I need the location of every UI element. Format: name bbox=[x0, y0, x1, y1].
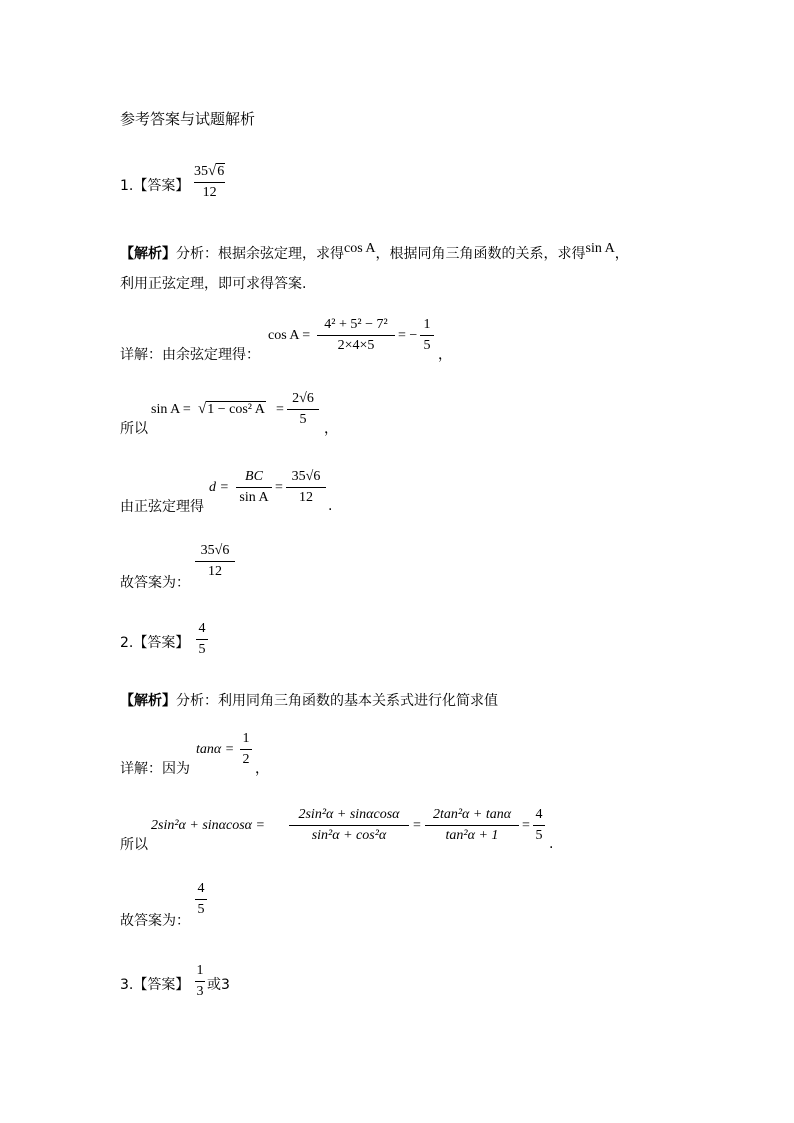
q1-eq2-fraction: 2√6 5 bbox=[287, 390, 319, 429]
q1-eq3-fraction: BC sin A bbox=[236, 468, 272, 507]
q1-eq1-end: ， bbox=[438, 347, 452, 363]
q3-answer-tail: 或3 bbox=[207, 977, 230, 993]
q1-answer-label: 1.【答案】 bbox=[120, 178, 190, 194]
q2-eq-lhs: 2sin²α + sinαcosα = bbox=[151, 818, 265, 833]
q1-eq1-fraction: 4² + 5² − 7² 2×4×5 bbox=[317, 316, 395, 355]
q1-final-fraction: 35√6 12 bbox=[195, 542, 235, 581]
q1-eq1-mid: = − bbox=[398, 328, 418, 343]
q3-answer-fraction: 1 3 bbox=[196, 963, 204, 999]
q1-eq2-root: √1 − cos² A bbox=[198, 401, 265, 417]
q1-eq2-lhs: sin A = bbox=[151, 402, 191, 417]
q2-detail-prefix: 详解：因为 bbox=[120, 761, 190, 777]
q1-conclude: 故答案为： bbox=[120, 575, 190, 591]
q1-eq1-lhs: cos A = bbox=[268, 328, 311, 343]
q1-analysis-line: 【解析】分析：根据余弦定理，求得cos A，根据同角三角函数的关系，求得sin A， bbox=[120, 241, 629, 262]
q3-answer-label: 3.【答案】 bbox=[120, 977, 190, 993]
q1-eq3-result: 35√6 12 bbox=[286, 468, 326, 507]
q2-tan-lhs: tanα = bbox=[196, 742, 235, 757]
q2-answer-label: 2.【答案】 bbox=[120, 635, 190, 651]
q2-fraction-1: 2sin²α + sinαcosα sin²α + cos²α bbox=[289, 806, 409, 845]
q1-detail-prefix: 详解：由余弦定理得： bbox=[120, 347, 260, 363]
q1-eq2-end: ， bbox=[324, 421, 338, 437]
q1-so-prefix: 所以 bbox=[120, 421, 148, 437]
q1-eq3-end: . bbox=[328, 498, 333, 514]
q2-conclude: 故答案为： bbox=[120, 913, 190, 929]
q2-answer-fraction: 4 5 bbox=[196, 620, 208, 659]
q2-eq-mid: = bbox=[413, 818, 421, 833]
q2-tan-end: ， bbox=[255, 761, 269, 777]
q1-answer-fraction: 35√6 12 bbox=[194, 163, 225, 200]
q2-fraction-3: 4 5 bbox=[533, 806, 545, 845]
q2-eq-end: . bbox=[549, 836, 554, 852]
q1-eq3-eq: = bbox=[275, 480, 283, 495]
q1-sine-prefix: 由正弦定理得 bbox=[120, 499, 204, 515]
q2-eq-mid2: = bbox=[522, 818, 530, 833]
q1-eq2-eq: = bbox=[276, 402, 284, 417]
q1-eq1-result: 1 5 bbox=[420, 316, 434, 355]
q2-tan-fraction: 1 2 bbox=[240, 730, 252, 769]
q2-fraction-2: 2tan²α + tanα tan²α + 1 bbox=[425, 806, 519, 845]
q2-so-prefix: 所以 bbox=[120, 837, 148, 853]
q2-analysis-line: 【解析】分析：利用同角三角函数的基本关系式进行化简求值 bbox=[120, 693, 498, 709]
page-title: 参考答案与试题解析 bbox=[120, 110, 256, 128]
q2-final-fraction: 4 5 bbox=[195, 880, 207, 919]
q1-eq3-lhs: d = bbox=[209, 480, 229, 495]
q1-analysis-line2: 利用正弦定理，即可求得答案. bbox=[120, 276, 307, 292]
